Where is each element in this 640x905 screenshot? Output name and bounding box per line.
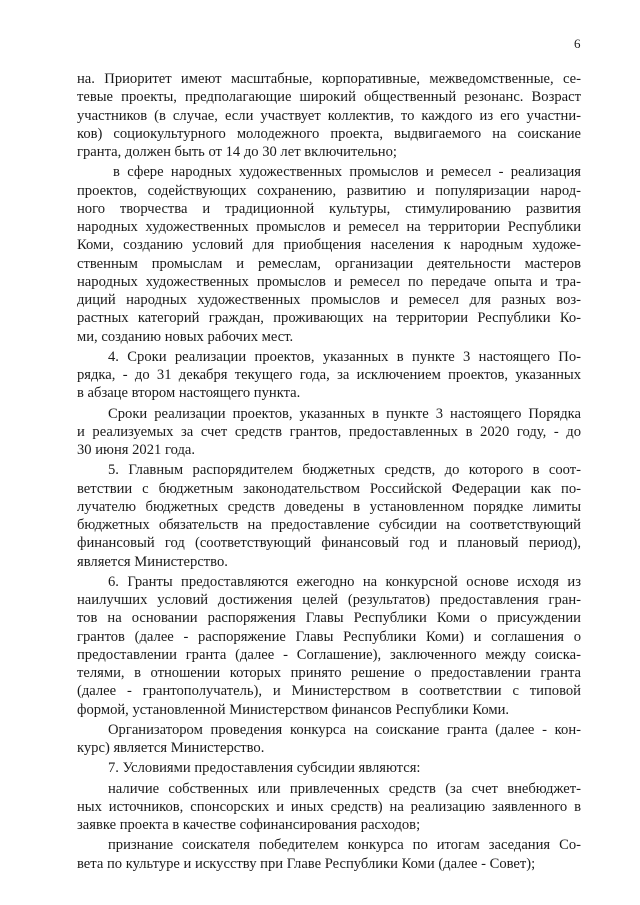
paragraph-line: тов на основании распоряжения Главы Республики Коми о присуждении: [77, 610, 581, 627]
paragraph-line: и реализуемых за счет средств грантов, предоставленных в 2020 году, - до: [77, 423, 581, 440]
paragraph-line: бюджетных обязательств на предоставление субсидии на соответствующий: [77, 517, 581, 533]
paragraph-line: наличие собственных или привлеченных средств (за счет внебюджет-: [108, 780, 581, 797]
paragraph-line: ных источников, спонсорских и иных средств) на реализацию заявленного в: [77, 798, 581, 815]
paragraph-line: 30 июня 2021 года.: [77, 442, 196, 458]
paragraph-line: диций народных художественных промыслов и ремесел для разных воз-: [77, 292, 581, 308]
paragraph-line: в абзаце втором настоящего пункта.: [77, 385, 301, 402]
paragraph-line: курс) является Министерство.: [77, 740, 265, 756]
paragraph-line: (далее - грантополучатель), и Министерством в соответствии с типовой: [77, 683, 581, 700]
paragraph: [77, 573, 581, 719]
paragraph-line: в сфере народных художественных промыслов и ремесел - реализация: [113, 164, 581, 181]
paragraph-line: растных категорий граждан, проживающих на территории Республики Ко-: [77, 310, 581, 327]
paragraph: [77, 70, 581, 161]
paragraph: [77, 721, 581, 758]
paragraph-line: заявке проекта в качестве софинансирования расходов;: [77, 817, 421, 833]
paragraph: [77, 780, 581, 835]
paragraph-line: на. Приоритет имеют масштабные, корпоративные, межведомственные, се-: [77, 71, 581, 87]
page-number: 6: [574, 36, 581, 51]
paragraph: [77, 759, 581, 777]
paragraph-line: ветствии с бюджетным законодательством Российской Федерации как по-: [77, 480, 581, 497]
paragraph-line: предоставлении гранта (далее - Соглашение), заключенного между соиска-: [77, 646, 581, 663]
paragraph-line: участников (в случае, если участвует коллектив, то каждого из его участни-: [77, 107, 581, 124]
paragraph-line: телями, в отношении которых принято решение о предоставлении гранта: [77, 665, 581, 681]
paragraph-line: финансовый год (соответствующий финансовый год и плановый период),: [77, 535, 581, 552]
paragraph-line: ственным промыслам и ремеслам, организации деятельности мастеров: [77, 255, 581, 272]
paragraph-line: грантов (далее - распоряжение Главы Республики Коми) и соглашения о: [77, 628, 581, 645]
paragraph-line: рядка, - до 31 декабря текущего года, за исключением проектов, указанных: [77, 367, 581, 383]
paragraph-line: проектов, содействующих сохранению, развитию и популяризации народ-: [77, 182, 581, 199]
paragraph-line: гранта, должен быть от 14 до 30 лет включительно;: [77, 144, 397, 160]
paragraph: [77, 163, 581, 346]
document-body: [77, 70, 581, 873]
paragraph-line: ков) социокультурного молодежного проекта, выдвигаемого на соискание: [77, 125, 581, 142]
paragraph-line: Коми, созданию условий для приобщения населения к народным художе-: [77, 237, 581, 254]
paragraph-line: 6. Гранты предоставляются ежегодно на конкурсной основе исходя из: [108, 573, 581, 590]
paragraph: [77, 461, 581, 571]
paragraph-line: наилучших условий достижения целей (результатов) предоставления гран-: [77, 592, 581, 608]
paragraph-line: народных художественных промыслов и ремесел по передаче опыта и тра-: [77, 273, 581, 290]
paragraph-line: Организатором проведения конкурса на соискание гранта (далее - кон-: [108, 721, 581, 738]
paragraph-line: признание соискателя победителем конкурса по итогам заседания Со-: [108, 837, 581, 854]
paragraph-line: ного творчества и традиционной культуры, стимулированию развития: [77, 200, 581, 217]
paragraph-line: народных художественных промыслов и ремесел на территории Республики: [77, 219, 581, 235]
paragraph-line: 7. Условиями предоставления субсидии являются:: [108, 760, 421, 777]
paragraph-line: 4. Сроки реализации проектов, указанных в пункте 3 настоящего По-: [108, 348, 581, 365]
paragraph: [77, 405, 581, 460]
paragraph-line: формой, установленной Министерством финансов Республики Коми.: [77, 701, 510, 718]
paragraph-line: Сроки реализации проектов, указанных в пункте 3 настоящего Порядка: [108, 405, 581, 422]
paragraph-line: тевые проекты, предполагающие широкий общественный резонанс. Возраст: [77, 89, 581, 106]
paragraph: [77, 348, 581, 403]
paragraph-line: вета по культуре и искусству при Главе Республики Коми (далее - Совет);: [77, 855, 536, 872]
paragraph: [77, 836, 581, 873]
paragraph-line: лучателю бюджетных средств доведены в установленном порядке лимиты: [77, 498, 581, 515]
paragraph-line: 5. Главным распорядителем бюджетных средств, до которого в соот-: [108, 462, 581, 479]
paragraph-line: ми, созданию новых рабочих мест.: [77, 328, 294, 345]
paragraph-line: является Министерство.: [77, 553, 228, 570]
